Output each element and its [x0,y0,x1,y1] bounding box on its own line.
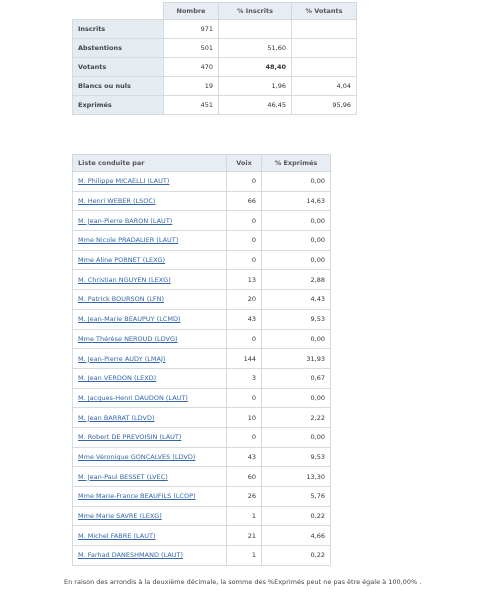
list-exprimes: 0,22 [262,546,331,566]
list-voix: 43 [227,309,262,329]
list-row [73,309,331,329]
list-voix: 13 [227,270,262,290]
list-exprimes: 13,30 [262,467,331,487]
candidate-link[interactable]: M. Michel FABRE (LAUT) [78,531,156,540]
summary-label: Inscrits [73,20,164,39]
list-name-cell [73,447,227,467]
list-name-cell [73,388,227,408]
list-voix: 0 [227,427,262,447]
list-row [73,270,331,290]
list-voix: 43 [227,447,262,467]
candidate-link[interactable]: M. Philippe MICAELLI (LAUT) [78,177,170,186]
list-exprimes: 0,00 [262,172,331,192]
candidate-link[interactable]: M. Jean VERDON (LEXD) [78,374,157,383]
list-name-cell [73,211,227,231]
list-name-cell [73,408,227,428]
summary-nombre: 19 [164,77,219,96]
list-voix: 21 [227,526,262,546]
list-exprimes: 2,88 [262,270,331,290]
list-name-cell [73,329,227,349]
list-row [73,329,331,349]
list-exprimes: 0,00 [262,329,331,349]
list-exprimes: 0,00 [262,250,331,270]
list-voix: 20 [227,290,262,310]
list-exprimes: 0,00 [262,231,331,251]
header-pct-votants: % Votants [292,3,357,20]
footnote: En raison des arrondis à la deuxième décimale, la somme des %Exprimés peut ne pas être égale à 100,00% . [64,578,422,586]
summary-nombre: 501 [164,39,219,58]
summary-pct-inscrits [219,20,292,39]
summary-label: Blancs ou nuls [73,77,164,96]
list-row [73,487,331,507]
candidate-link[interactable]: Mme Véronique GONCALVES (LDVD) [78,452,196,461]
list-voix: 0 [227,388,262,408]
summary-label: Votants [73,58,164,77]
list-row [73,408,331,428]
list-voix: 1 [227,546,262,566]
candidate-link[interactable]: M. Jacques-Henri DAUDON (LAUT) [78,393,188,402]
summary-row [73,96,357,115]
summary-pct-inscrits: 51,60 [219,39,292,58]
candidate-link[interactable]: M. Farhad DANESHMAND (LAUT) [78,551,184,560]
list-exprimes: 9,53 [262,309,331,329]
list-name-cell [73,427,227,447]
list-name-cell [73,250,227,270]
summary-corner [73,3,164,20]
list-voix: 144 [227,349,262,369]
list-row [73,250,331,270]
candidate-link[interactable]: M. Jean-Pierre BARON (LAUT) [78,216,173,225]
candidate-link[interactable]: M. Henri WEBER (LSOC) [78,197,156,206]
list-row [73,526,331,546]
list-name-cell [73,191,227,211]
list-name-cell [73,231,227,251]
header-nombre: Nombre [164,3,219,20]
list-row [73,447,331,467]
summary-pct-inscrits: 48,40 [219,58,292,77]
list-name-cell [73,368,227,388]
lists-header-row [73,155,331,172]
candidate-link[interactable]: M. Christian NGUYEN (LEXG) [78,275,171,284]
list-row [73,388,331,408]
summary-nombre: 470 [164,58,219,77]
list-exprimes: 9,53 [262,447,331,467]
summary-row [73,58,357,77]
list-voix: 0 [227,211,262,231]
list-exprimes: 4,66 [262,526,331,546]
list-name-cell [73,349,227,369]
summary-pct-votants: 4,04 [292,77,357,96]
candidate-link[interactable]: M. Jean-Paul BESSET (LVEC) [78,472,168,481]
list-row [73,546,331,566]
candidate-link[interactable]: Mme Nicole PRADALIER (LAUT) [78,236,179,245]
list-exprimes: 0,00 [262,211,331,231]
list-voix: 0 [227,172,262,192]
summary-pct-votants: 95,96 [292,96,357,115]
summary-pct-inscrits: 1,96 [219,77,292,96]
list-row [73,506,331,526]
list-name-cell [73,172,227,192]
list-name-cell [73,290,227,310]
list-exprimes: 0,00 [262,388,331,408]
summary-pct-inscrits: 46,45 [219,96,292,115]
summary-pct-votants [292,20,357,39]
list-exprimes: 2,22 [262,408,331,428]
list-row [73,231,331,251]
summary-row [73,77,357,96]
list-row [73,290,331,310]
list-exprimes: 0,22 [262,506,331,526]
summary-pct-votants [292,39,357,58]
list-voix: 0 [227,231,262,251]
candidate-link[interactable]: Mme Aline PORNET (LEXG) [78,256,166,265]
summary-row [73,20,357,39]
list-exprimes: 0,67 [262,368,331,388]
candidate-link[interactable]: M. Patrick BOURSON (LFN) [78,295,164,304]
candidate-link[interactable]: M. Jean BARRAT (LDVD) [78,413,155,422]
summary-row [73,39,357,58]
summary-label: Exprimés [73,96,164,115]
list-voix: 3 [227,368,262,388]
list-name-cell [73,309,227,329]
list-row [73,467,331,487]
candidate-link[interactable]: Mme Thérèse NEROUD (LDVG) [78,334,178,343]
header-voix: Voix [227,155,262,172]
list-name-cell [73,270,227,290]
header-exprimes: % Exprimés [262,155,331,172]
candidate-link[interactable]: M. Robert DE PREVOISIN (LAUT) [78,433,182,442]
list-row [73,211,331,231]
header-liste: Liste conduite par [73,155,227,172]
list-row [73,349,331,369]
header-pct-inscrits: % Inscrits [219,3,292,20]
list-name-cell [73,467,227,487]
candidate-link[interactable]: Mme Marie-France BEAUFILS (LCOP) [78,492,196,501]
list-voix: 66 [227,191,262,211]
list-voix: 0 [227,329,262,349]
summary-nombre: 451 [164,96,219,115]
summary-table [72,2,357,115]
candidate-link[interactable]: Mme Marie SAVRE (LEXG) [78,512,162,521]
list-exprimes: 0,00 [262,427,331,447]
list-name-cell [73,506,227,526]
lists-table [72,154,331,566]
list-exprimes: 5,76 [262,487,331,507]
list-name-cell [73,526,227,546]
list-name-cell [73,546,227,566]
list-voix: 0 [227,250,262,270]
summary-label: Abstentions [73,39,164,58]
summary-pct-votants [292,58,357,77]
summary-nombre: 971 [164,20,219,39]
summary-header-row [73,3,357,20]
list-name-cell [73,487,227,507]
list-row [73,191,331,211]
list-exprimes: 31,93 [262,349,331,369]
list-exprimes: 4,43 [262,290,331,310]
list-voix: 26 [227,487,262,507]
list-row [73,172,331,192]
list-row [73,427,331,447]
candidate-link[interactable]: M. Jean-Marie BEAUPUY (LCMD) [78,315,181,324]
list-exprimes: 14,63 [262,191,331,211]
list-voix: 60 [227,467,262,487]
list-row [73,368,331,388]
candidate-link[interactable]: M. Jean-Pierre AUDY (LMAJ) [78,354,166,363]
list-voix: 1 [227,506,262,526]
list-voix: 10 [227,408,262,428]
